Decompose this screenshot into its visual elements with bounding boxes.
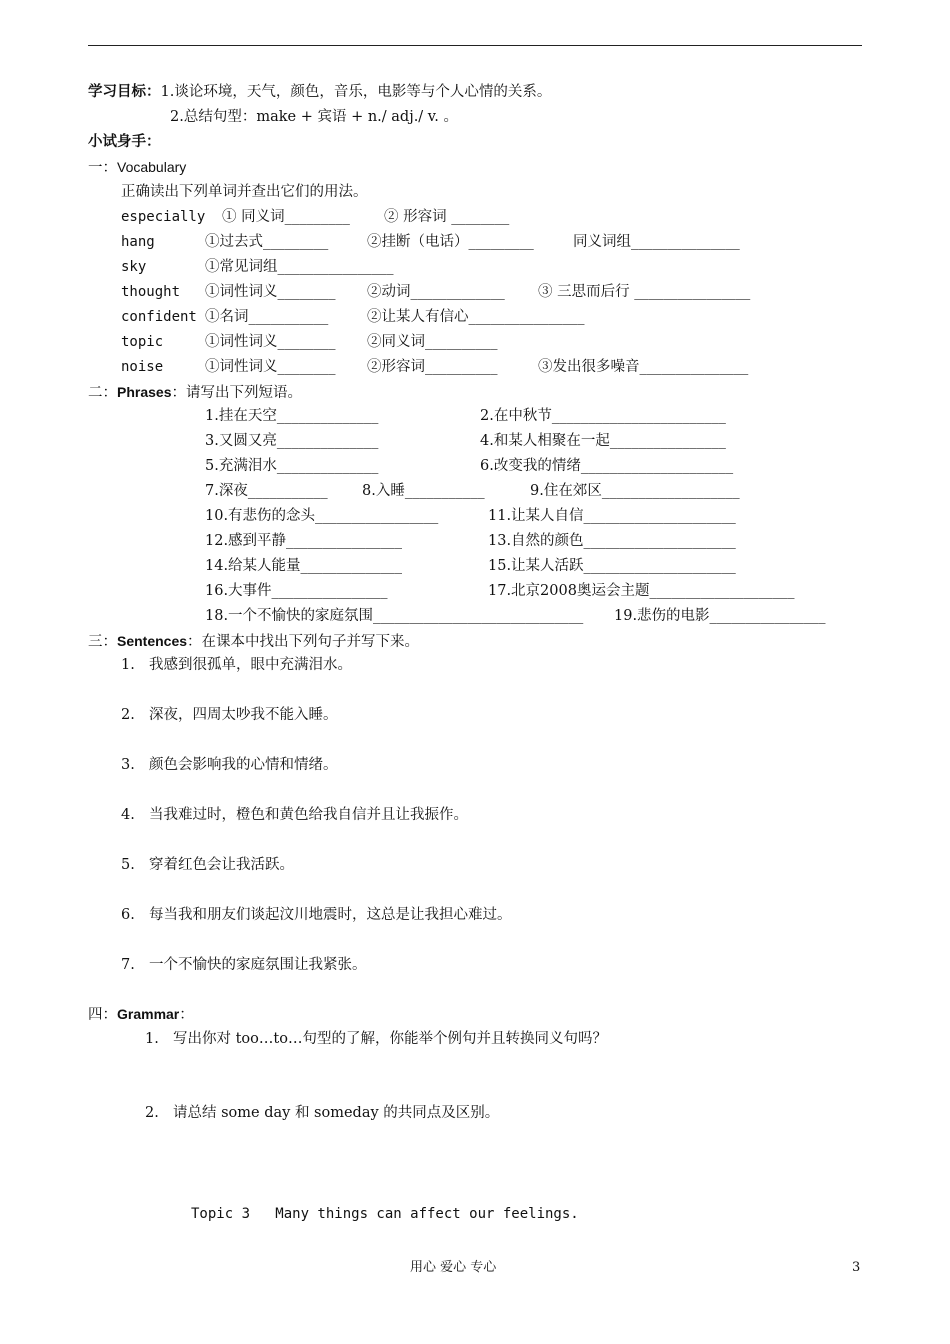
grammar-header-word: Grammar [117, 1006, 180, 1022]
vocab-item: ②同义词__________ [367, 334, 498, 350]
phrase-item: 11.让某人自信_____________________ [488, 508, 736, 524]
vocab-item: ①过去式_________ [205, 234, 329, 250]
phrase-item: 19.悲伤的电影________________ [614, 608, 826, 624]
vocab-word: thought [121, 284, 181, 300]
objectives-text-2: 2.总结句型：make + 宾语 + n./ adj./ v. 。 [170, 109, 458, 125]
sentences-header-prefix: 三： [88, 634, 117, 650]
vocab-item: ②动词_____________ [367, 284, 505, 300]
phrase-item: 9.住在郊区___________________ [530, 483, 740, 499]
vocab-word: confident [121, 309, 197, 325]
sentence-text: 当我难过时，橙色和黄色给我自信并且让我振作。 [149, 807, 468, 823]
sentences-header-suffix: ：在课本中找出下列句子并写下来。 [187, 634, 420, 650]
sentences-header-word: Sentences [117, 633, 188, 649]
phrase-item: 13.自然的颜色_____________________ [488, 533, 736, 549]
phrase-item: 16.大事件________________ [205, 583, 388, 599]
phrase-item: 14.给某人能量______________ [205, 558, 403, 574]
sentences-header [88, 632, 419, 651]
phrase-item: 5.充满泪水______________ [205, 458, 379, 474]
sentence-number: 7. [121, 957, 135, 973]
sentence-number: 4. [121, 807, 135, 823]
grammar-text: 请总结 some day 和 someday 的共同点及区别。 [173, 1105, 500, 1121]
vocab-item: ①词性词义________ [205, 284, 336, 300]
vocab-header-word: Vocabulary [117, 159, 187, 175]
phrase-item: 6.改变我的情绪_____________________ [480, 458, 734, 474]
sentence-text: 颜色会影响我的心情和情绪。 [149, 757, 338, 773]
phrase-item: 18.一个不愉快的家庭氛围_____________________________ [205, 608, 584, 624]
phrases-header-prefix: 二： [88, 385, 117, 401]
sentence-number: 1. [121, 657, 135, 673]
vocab-word: hang [121, 234, 155, 250]
phrase-item: 10.有悲伤的念头_________________ [205, 508, 439, 524]
vocab-header [88, 158, 186, 177]
phrases-header [88, 383, 302, 402]
vocab-item: ②形容词__________ [367, 359, 498, 375]
vocab-item: 同义词组_______________ [573, 234, 740, 250]
objectives-text-1: 1.谈论环境，天气，颜色，音乐，电影等与个人心情的关系。 [160, 84, 552, 100]
sentence-number: 6. [121, 907, 135, 923]
grammar-header-suffix: ： [179, 1007, 194, 1023]
phrase-item: 1.挂在天空______________ [205, 408, 379, 424]
vocab-word: especially [121, 209, 206, 225]
vocab-item: ② 形容词 ________ [384, 209, 510, 225]
vocab-header-prefix: 一： [88, 160, 117, 176]
phrase-item: 8.入睡___________ [362, 483, 485, 499]
objectives-label: 学习目标： [88, 84, 161, 100]
vocab-instruction: 正确读出下列单词并查出它们的用法。 [121, 184, 368, 200]
vocab-item: ②挂断（电话）_________ [367, 234, 534, 250]
footer-motto: 用心 爱心 专心 [410, 1260, 497, 1275]
header-rule [88, 45, 862, 46]
sentence-text: 每当我和朋友们谈起汶川地震时，这总是让我担心难过。 [149, 907, 512, 923]
phrase-item: 15.让某人活跃_____________________ [488, 558, 736, 574]
vocab-item: ③发出很多噪音_______________ [538, 359, 749, 375]
vocab-word: topic [121, 334, 164, 350]
vocab-word: noise [121, 359, 164, 375]
vocab-item: ① 同义词_________ [222, 209, 350, 225]
grammar-header-prefix: 四： [88, 1007, 117, 1023]
phrases-header-suffix: ：请写出下列短语。 [171, 385, 302, 401]
grammar-text: 写出你对 too…to…句型的了解，你能举个例句并且转换同义句吗？ [173, 1031, 607, 1047]
sentence-text: 穿着红色会让我活跃。 [149, 857, 294, 873]
vocab-item: ③ 三思而后行 ________________ [538, 284, 751, 300]
try-label: 小试身手： [88, 134, 161, 150]
vocab-item: ①词性词义________ [205, 334, 336, 350]
vocab-item: ①常见词组________________ [205, 259, 394, 275]
phrase-item: 2.在中秋节________________________ [480, 408, 726, 424]
phrase-item: 7.深夜___________ [205, 483, 328, 499]
sentence-number: 2. [121, 707, 135, 723]
topic-title: Topic 3 Many things can affect our feelings. [191, 1206, 579, 1222]
sentence-text: 我感到很孤单，眼中充满泪水。 [149, 657, 352, 673]
grammar-number: 2. [145, 1105, 159, 1121]
grammar-header [88, 1005, 194, 1024]
phrase-item: 17.北京2008奥运会主题____________________ [488, 583, 795, 599]
sentence-text: 一个不愉快的家庭氛围让我紧张。 [149, 957, 367, 973]
sentence-number: 3. [121, 757, 135, 773]
objectives-line-1 [88, 83, 551, 101]
phrase-item: 12.感到平静________________ [205, 533, 403, 549]
sentence-number: 5. [121, 857, 135, 873]
phrases-header-word: Phrases [117, 384, 172, 400]
sentence-text: 深夜，四周太吵我不能入睡。 [149, 707, 338, 723]
vocab-word: sky [121, 259, 147, 275]
page-number: 3 [852, 1260, 861, 1275]
phrase-item: 3.又圆又亮______________ [205, 433, 379, 449]
phrase-item: 4.和某人相聚在一起________________ [480, 433, 726, 449]
grammar-number: 1. [145, 1031, 159, 1047]
vocab-item: ②让某人有信心________________ [367, 309, 585, 325]
vocab-item: ①名词___________ [205, 309, 329, 325]
vocab-item: ①词性词义________ [205, 359, 336, 375]
